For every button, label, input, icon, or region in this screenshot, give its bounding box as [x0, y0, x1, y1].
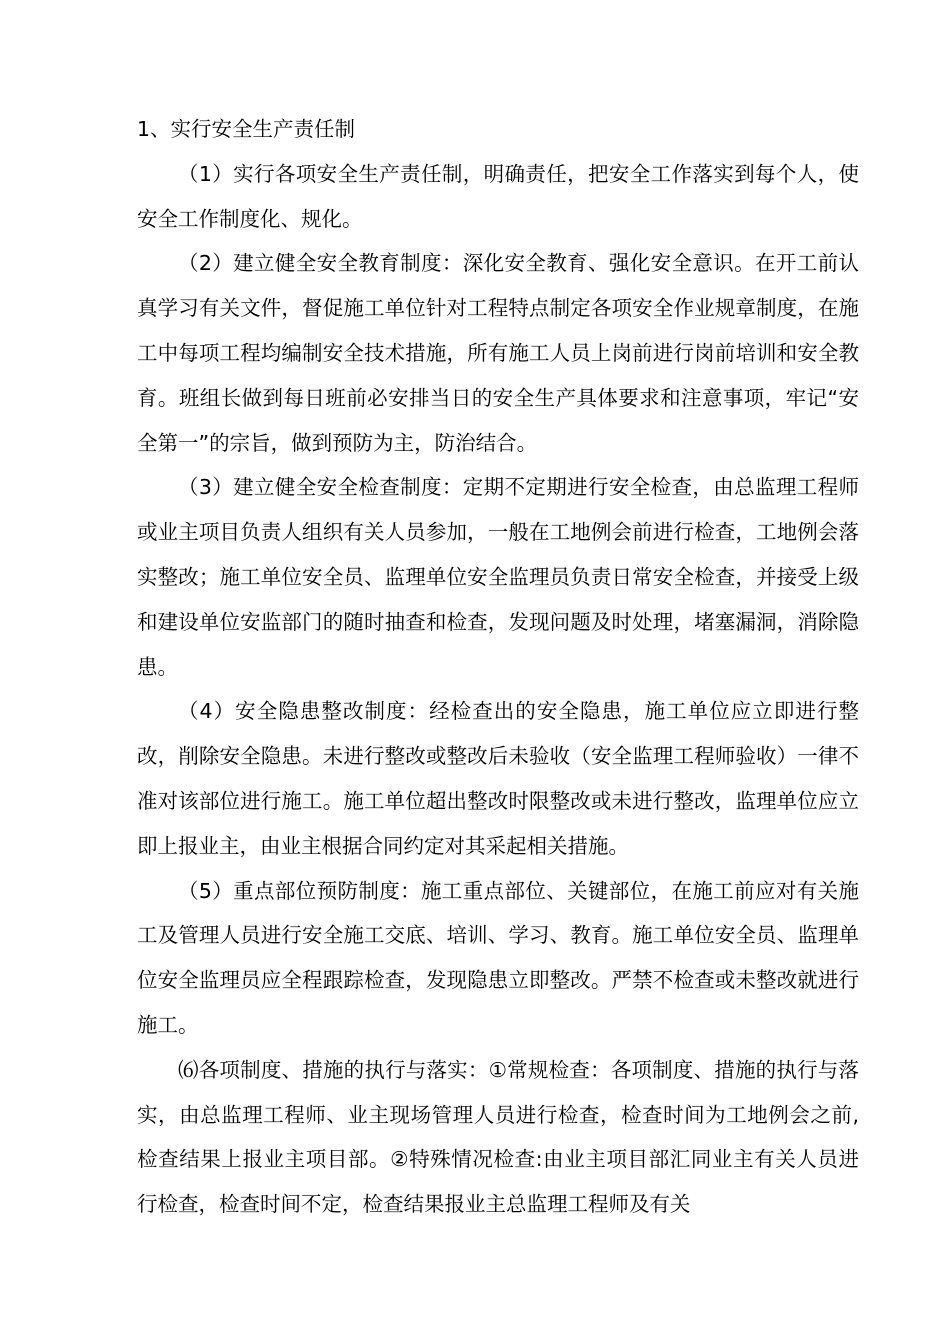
paragraph-3: （3）建立健全安全检查制度：定期不定期进行安全检查，由总监理工程师或业主项目负责人组织有关人员参加，一般在工地例会前进行检查，工地例会落实整改；施工单位安全员、监理单位安全监理员负责日常安全检查，并接受上级和建设单位安监部门的随时抽查和检查，发现问题及时处理，堵塞漏洞，消除隐患。: [137, 475, 859, 679]
section-heading: 1、实行安全生产责任制: [137, 117, 356, 141]
paragraph-5: （5）重点部位预防制度：施工重点部位、关键部位，在施工前应对有关施工及管理人员进行安全施工交底、培训、学习、教育。施工单位安全员、监理单位安全监理员应全程跟踪检查，发现隐患立即整改。严禁不检查或未整改就进行施工。: [137, 878, 859, 1037]
paragraph-4: （4）安全隐患整改制度：经检查出的安全隐患，施工单位应立即进行整改，削除安全隐患。未进行整改或整改后未验收（安全监理工程师验收）一律不准对该部位进行施工。施工单位超出整改时限整改或未进行整改，监理单位应立即上报业主，由业主根据合同约定对其采起相关措施。: [137, 699, 859, 858]
document-body: [137, 107, 859, 1227]
paragraph-2: （2）建立健全安全教育制度：深化安全教育、强化安全意识。在开工前认真学习有关文件，督促施工单位针对工程特点制定各项安全作业规章制度，在施工中每项工程均编制安全技术措施，所有施工人员上岗前进行岗前培训和安全教育。班组长做到每日班前必安排当日的安全生产具体要求和注意事项，牢记“安全第一”的宗旨，做到预防为主，防治结合。: [137, 251, 859, 455]
paragraph-6: ⑹各项制度、措施的执行与落实：①常规检查：各项制度、措施的执行与落实，由总监理工程师、业主现场管理人员进行检查，检查时间为工地例会之前,检查结果上报业主项目部。②特殊情况检查:由业主项目部汇同业主有关人员进行检查，检查时间不定，检查结果报业主总监理工程师及有关: [137, 1057, 859, 1217]
paragraph-1: （1）实行各项安全生产责任制，明确责任，把安全工作落实到每个人，使安全工作制度化、规化。: [137, 161, 859, 231]
